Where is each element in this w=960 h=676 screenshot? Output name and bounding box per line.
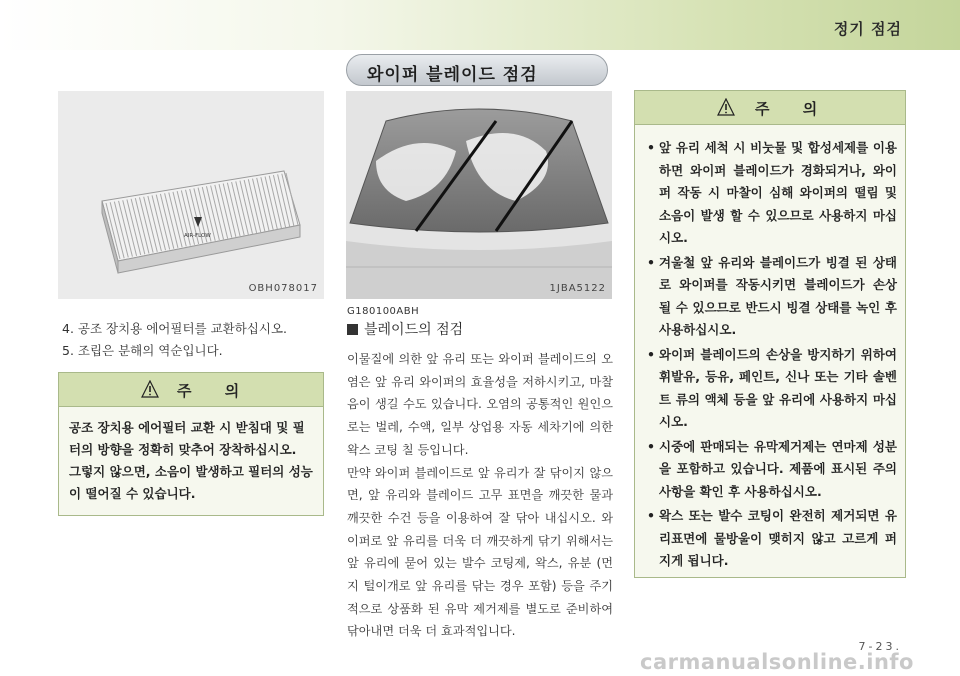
step-4: 4. 공조 장치용 에어필터를 교환하십시오. (62, 321, 287, 336)
wiper-illustration (346, 91, 612, 299)
air-filter-photo (58, 91, 324, 299)
caution-item: • 시중에 판매되는 유막제거제는 연마제 성분을 포함하고 있습니다. 제품에 표시된 주의사항을 확인 후 사용하십시오. (647, 436, 897, 504)
wiper-photo (346, 91, 612, 299)
caution-item: • 와이퍼 블레이드의 손상을 방지하기 위하여 휘발유, 등유, 페인트, 신나 또는 기타 솔벤트 류의 액체 등을 앞 유리에 사용하지 마십시오. (647, 344, 897, 434)
step-5: 5. 조립은 분해의 역순입니다. (62, 343, 223, 358)
caution-header-right (635, 91, 905, 125)
watermark: carmanualsonline.info (640, 650, 914, 674)
airflow-label: AIR-FLOW (184, 233, 211, 239)
article-paragraph: 만약 와이퍼 블레이드로 앞 유리가 잘 닦이지 않으면, 앞 유리와 블레이드 고무 표면을 깨끗한 물과 깨끗한 수건 등을 이용하여 잘 닦아 내십시오. 와이퍼로 앞 유리를 더욱 더 깨끗하게 닦기 위해서는 앞 유리에 묻어 있는 발수 코팅제, 왁스, 유분 (먼지 털이개로 앞 유리를 닦는 경우 포함) 등을 주기적으로 상품화 된 유막 제거제를 별도로 준비하여 닦아내면 더욱 더 효과적입니다. (347, 465, 613, 639)
caution-item: • 겨울철 앞 유리와 블레이드가 빙결 된 상태로 와이퍼를 작동시키면 블레이드가 손상 될 수 있으므로 반드시 빙결 상태를 녹인 후 사용하십시오. (647, 252, 897, 342)
caution-title-right: 주 의 (755, 100, 832, 118)
article-body (347, 348, 613, 643)
warning-triangle-icon (141, 380, 159, 398)
article-paragraph: 이물질에 의한 앞 유리 또는 와이퍼 블레이드의 오염은 앞 유리 와이퍼의 효율성을 저하시키고, 마찰음이 생길 수도 있습니다. 오염의 공통적인 원인으로는 벌레, 수액, 일부 상업용 자동 세차기에 의한 왁스 코팅 칠 등입니다. (347, 352, 613, 457)
warning-triangle-icon (717, 98, 735, 116)
section-title: 와이퍼 블레이드 점검 (367, 65, 538, 85)
caution-left-paragraph: 그렇지 않으면, 소음이 발생하고 필터의 성능이 떨어질 수 있습니다. (69, 464, 313, 501)
header-band (0, 0, 960, 50)
caution-body-left (59, 407, 323, 505)
article-heading (347, 319, 463, 339)
photo-code-mid: 1JBA5122 (549, 283, 606, 294)
caution-box-left (58, 372, 324, 516)
article-heading-text: 블레이드의 점검 (364, 322, 464, 338)
section-title-pill (346, 54, 608, 86)
document-code: G180100ABH (347, 306, 420, 317)
caution-item: • 앞 유리 세척 시 비눗물 및 합성세제를 이용하면 와이퍼 블레이드가 경화되거나, 와이퍼 작동 시 마찰이 심해 와이퍼의 떨림 및 소음이 발생 할 수 있으므로 사용하지 마십시오. (647, 137, 897, 250)
filter-steps (62, 318, 287, 362)
chapter-title: 정기 점검 (833, 20, 902, 38)
caution-header-left (59, 373, 323, 407)
air-filter-illustration (58, 91, 324, 299)
caution-item: • 왁스 또는 발수 코팅이 완전히 제거되면 유리표면에 물방울이 맺히지 않고 고르게 퍼지게 됩니다. (647, 505, 897, 573)
square-bullet-icon (347, 324, 358, 335)
caution-list-right (635, 125, 905, 573)
caution-title-left: 주 의 (177, 382, 254, 400)
photo-code-left: OBH078017 (248, 283, 318, 294)
page-number: 7-23. (858, 640, 902, 653)
caution-left-paragraph: 공조 장치용 에어필터 교환 시 받침대 및 필터의 방향을 정확히 맞추어 장착하십시오. (69, 420, 305, 457)
caution-box-right (634, 90, 906, 578)
